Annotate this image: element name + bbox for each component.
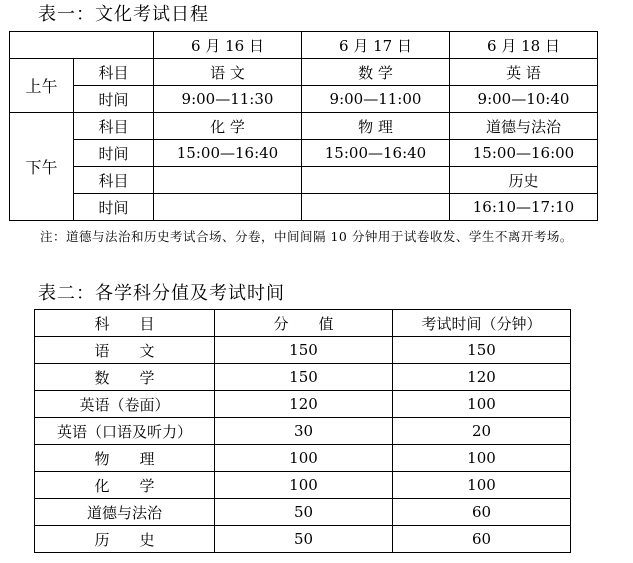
duration-cell: 100 bbox=[393, 445, 571, 472]
time-cell: 9:00—11:30 bbox=[154, 86, 302, 113]
morning-subject-row bbox=[10, 59, 598, 86]
table-row bbox=[35, 472, 571, 499]
subject-cell: 化 学 bbox=[154, 113, 302, 140]
corner-cell bbox=[10, 32, 154, 59]
score-cell: 150 bbox=[215, 337, 393, 364]
table1-title: 表一：文化考试日程 bbox=[38, 4, 209, 25]
row-label: 科目 bbox=[74, 59, 154, 86]
table-row bbox=[35, 391, 571, 418]
subject-cell: 数 学 bbox=[35, 364, 215, 391]
time-cell: 15:00—16:00 bbox=[450, 140, 598, 167]
duration-cell: 150 bbox=[393, 337, 571, 364]
table2-title: 表二：各学科分值及考试时间 bbox=[38, 283, 285, 304]
row-label: 科目 bbox=[74, 167, 154, 194]
table2-header-row bbox=[35, 310, 571, 337]
subject-cell: 历 史 bbox=[35, 526, 215, 553]
duration-cell: 60 bbox=[393, 526, 571, 553]
score-cell: 50 bbox=[215, 526, 393, 553]
subject-cell: 化 学 bbox=[35, 472, 215, 499]
subject-cell: 道德与法治 bbox=[450, 113, 598, 140]
score-cell: 100 bbox=[215, 472, 393, 499]
table-row bbox=[35, 364, 571, 391]
time-cell bbox=[154, 194, 302, 221]
subject-cell: 数 学 bbox=[302, 59, 450, 86]
subject-score-table bbox=[34, 309, 571, 553]
time-cell: 9:00—10:40 bbox=[450, 86, 598, 113]
afternoon-time-row bbox=[10, 140, 598, 167]
date-header-row bbox=[10, 32, 598, 59]
duration-cell: 120 bbox=[393, 364, 571, 391]
subject-cell bbox=[154, 167, 302, 194]
subject-cell: 语 文 bbox=[35, 337, 215, 364]
subject-cell: 物 理 bbox=[302, 113, 450, 140]
subject-cell: 物 理 bbox=[35, 445, 215, 472]
afternoon-label: 下午 bbox=[10, 113, 74, 221]
header-cell: 科 目 bbox=[35, 310, 215, 337]
afternoon-subject-row bbox=[10, 113, 598, 140]
subject-cell: 英语（卷面） bbox=[35, 391, 215, 418]
score-cell: 50 bbox=[215, 499, 393, 526]
table-row bbox=[35, 418, 571, 445]
table-row bbox=[35, 499, 571, 526]
subject-cell: 道德与法治 bbox=[35, 499, 215, 526]
header-cell: 考试时间（分钟） bbox=[393, 310, 571, 337]
time-cell: 15:00—16:40 bbox=[154, 140, 302, 167]
date-cell: 6 月 16 日 bbox=[154, 32, 302, 59]
afternoon-time-row-2 bbox=[10, 194, 598, 221]
time-cell bbox=[302, 194, 450, 221]
table-row bbox=[35, 445, 571, 472]
row-label: 时间 bbox=[74, 86, 154, 113]
exam-schedule-table bbox=[9, 31, 598, 221]
table-row bbox=[35, 526, 571, 553]
date-cell: 6 月 17 日 bbox=[302, 32, 450, 59]
score-cell: 120 bbox=[215, 391, 393, 418]
score-cell: 30 bbox=[215, 418, 393, 445]
subject-cell: 英 语 bbox=[450, 59, 598, 86]
time-cell: 16:10—17:10 bbox=[450, 194, 598, 221]
header-cell: 分 值 bbox=[215, 310, 393, 337]
row-label: 科目 bbox=[74, 113, 154, 140]
morning-label: 上午 bbox=[10, 59, 74, 113]
row-label: 时间 bbox=[74, 140, 154, 167]
table-row bbox=[35, 337, 571, 364]
time-cell: 15:00—16:40 bbox=[302, 140, 450, 167]
schedule-note: 注：道德与法治和历史考试合场、分卷，中间间隔 10 分钟用于试卷收发、学生不离开考场。 bbox=[40, 229, 573, 244]
score-cell: 150 bbox=[215, 364, 393, 391]
subject-cell: 语 文 bbox=[154, 59, 302, 86]
afternoon-subject-row-2 bbox=[10, 167, 598, 194]
duration-cell: 100 bbox=[393, 391, 571, 418]
morning-time-row bbox=[10, 86, 598, 113]
time-cell: 9:00—11:00 bbox=[302, 86, 450, 113]
date-cell: 6 月 18 日 bbox=[450, 32, 598, 59]
duration-cell: 20 bbox=[393, 418, 571, 445]
duration-cell: 100 bbox=[393, 472, 571, 499]
subject-cell: 英语（口语及听力） bbox=[35, 418, 215, 445]
subject-cell: 历史 bbox=[450, 167, 598, 194]
row-label: 时间 bbox=[74, 194, 154, 221]
duration-cell: 60 bbox=[393, 499, 571, 526]
subject-cell bbox=[302, 167, 450, 194]
score-cell: 100 bbox=[215, 445, 393, 472]
